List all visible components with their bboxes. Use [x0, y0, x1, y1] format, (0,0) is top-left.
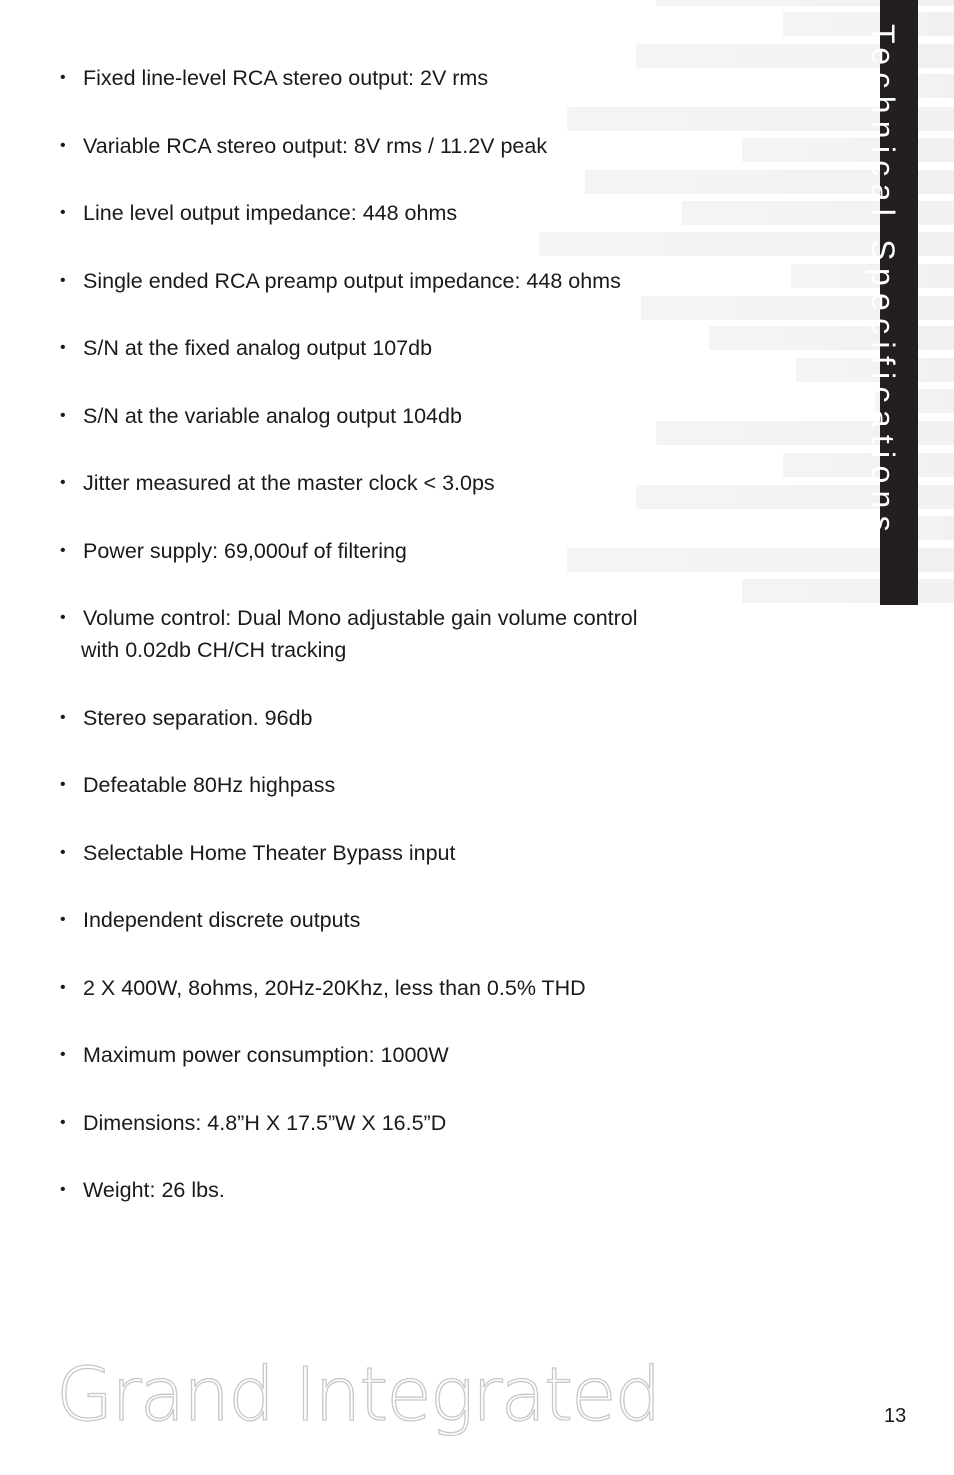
bullet-icon: • — [60, 609, 66, 626]
spec-text: Weight: 26 lbs. — [83, 1178, 225, 1202]
spec-text: Power supply: 69,000uf of filtering — [83, 538, 407, 563]
bullet-icon: • — [60, 978, 66, 996]
list-item — [60, 1174, 760, 1206]
page-number: 13 — [884, 1405, 907, 1427]
spec-text: Jitter measured at the master clock < 3.0ps — [83, 471, 495, 495]
section-title: Technical Specifications — [865, 24, 901, 539]
spec-text: Volume control: Dual Mono adjustable gain volume control — [83, 606, 638, 630]
bullet-icon: • — [60, 1046, 66, 1063]
list-item — [60, 332, 760, 364]
stripe — [742, 579, 954, 603]
bullet-icon: • — [60, 1181, 66, 1198]
spec-text: Maximum power consumption: 1000W — [83, 1043, 449, 1067]
stripe — [742, 138, 954, 162]
bullet-icon: • — [60, 541, 66, 559]
bullet-icon: • — [60, 69, 66, 86]
product-name-watermark: Grand Integrated — [56, 1352, 660, 1438]
spec-text: Line level output impedance: 448 ohms — [83, 201, 458, 225]
bullet-icon: • — [60, 339, 66, 356]
spec-list — [60, 62, 760, 1242]
list-item — [60, 837, 760, 869]
list-item — [60, 535, 760, 567]
bullet-icon: • — [60, 843, 66, 861]
bullet-icon: • — [60, 204, 66, 221]
bullet-icon: • — [60, 776, 66, 793]
list-item — [60, 904, 760, 936]
spec-text: Selectable Home Theater Bypass input — [83, 840, 456, 865]
list-item — [60, 972, 760, 1004]
bullet-icon: • — [60, 271, 66, 289]
spec-text: 2 X 400W, 8ohms, 20Hz-20Khz, less than 0.5% THD — [83, 975, 586, 1000]
list-item — [60, 400, 760, 432]
bullet-icon: • — [60, 406, 66, 424]
list-item — [60, 702, 760, 734]
list-item — [60, 1107, 760, 1139]
bullet-icon: • — [60, 708, 66, 726]
list-item — [60, 265, 760, 297]
bullet-icon: • — [60, 1113, 66, 1131]
bullet-icon: • — [60, 474, 66, 491]
spec-text: Defeatable 80Hz highpass — [83, 773, 336, 797]
bullet-icon: • — [60, 911, 66, 928]
spec-text: S/N at the variable analog output 104db — [83, 403, 462, 428]
list-item — [60, 602, 760, 666]
list-item — [60, 130, 760, 162]
list-item — [60, 769, 760, 801]
spec-text: Independent discrete outputs — [83, 908, 361, 932]
list-item — [60, 467, 760, 499]
spec-text: Stereo separation. 96db — [83, 705, 313, 730]
list-item — [60, 62, 760, 94]
spec-text: Variable RCA stereo output: 8V rms / 11.2V peak — [83, 133, 548, 158]
spec-text-continuation: with 0.02db CH/CH tracking — [81, 638, 347, 662]
spec-text: Single ended RCA preamp output impedance: 448 ohms — [83, 268, 621, 293]
list-item — [60, 197, 760, 229]
bullet-icon: • — [60, 136, 66, 154]
spec-text: Dimensions: 4.8”H X 17.5”W X 16.5”D — [83, 1110, 447, 1135]
list-item — [60, 1039, 760, 1071]
spec-text: S/N at the fixed analog output 107db — [83, 336, 433, 360]
spec-text: Fixed line-level RCA stereo output: 2V rms — [83, 66, 489, 90]
